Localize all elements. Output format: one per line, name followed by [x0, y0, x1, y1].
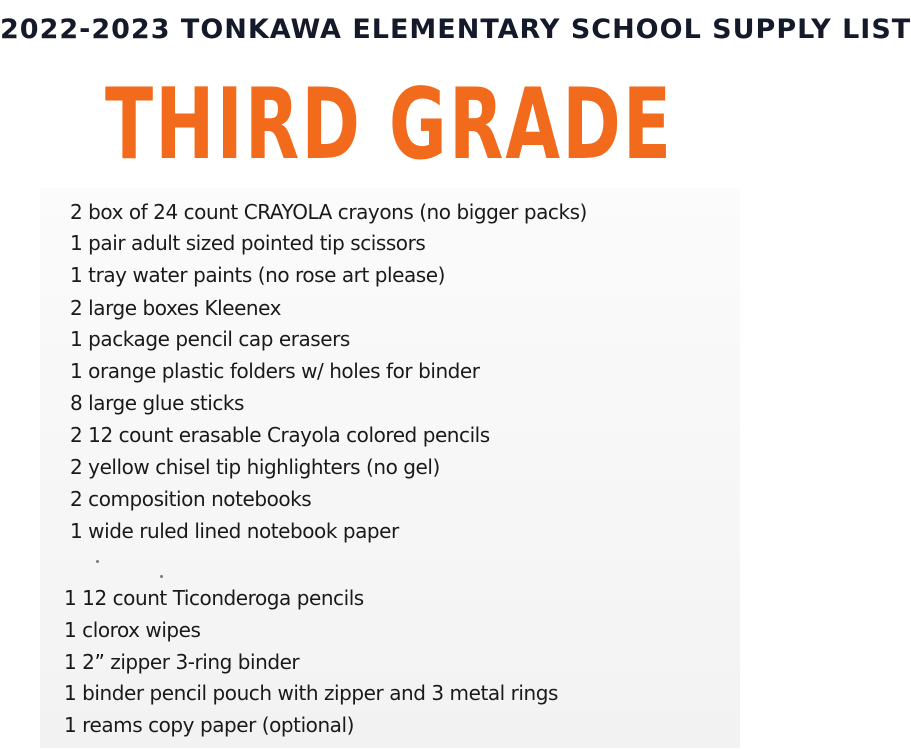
supply-item: 1 reams copy paper (optional) — [64, 713, 354, 737]
supply-item: 1 clorox wipes — [64, 618, 201, 642]
supply-item: 1 2” zipper 3-ring binder — [64, 650, 300, 674]
supply-item: 2 12 count erasable Crayola colored pencils — [70, 423, 490, 447]
supply-item: 2 large boxes Kleenex — [70, 296, 282, 320]
grade-title: THIRD GRADE — [105, 68, 674, 182]
print-speck — [160, 575, 163, 578]
school-supply-list-header: 2022-2023 TONKAWA ELEMENTARY SCHOOL SUPPLY LIST — [0, 14, 911, 45]
supply-item: 1 package pencil cap erasers — [70, 327, 350, 351]
print-speck — [96, 560, 99, 563]
supply-item: 8 large glue sticks — [70, 391, 244, 415]
supply-item: 1 wide ruled lined notebook paper — [70, 519, 399, 543]
supply-item: 1 binder pencil pouch with zipper and 3 metal rings — [64, 681, 558, 705]
supply-item: 1 orange plastic folders w/ holes for binder — [70, 359, 480, 383]
supply-item: 1 12 count Ticonderoga pencils — [64, 586, 364, 610]
supply-item: 1 tray water paints (no rose art please) — [70, 263, 445, 287]
supply-item: 2 yellow chisel tip highlighters (no gel) — [70, 455, 440, 479]
supply-item: 2 composition notebooks — [70, 487, 312, 511]
supply-item: 2 box of 24 count CRAYOLA crayons (no bigger packs) — [70, 200, 587, 224]
supply-item: 1 pair adult sized pointed tip scissors — [70, 231, 426, 255]
